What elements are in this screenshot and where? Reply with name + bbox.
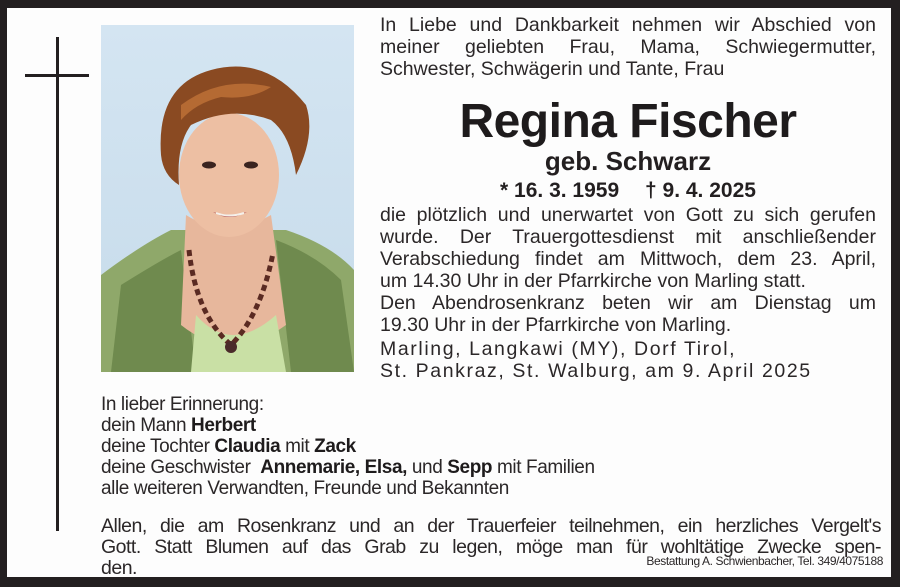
deceased-name: Regina Fischer [459, 95, 797, 148]
place-line: St. Pankraz, St. Walburg, am 9. April 2025 [380, 360, 812, 382]
portrait-photo [101, 25, 354, 372]
label: dein Mann [101, 415, 192, 436]
partner-name: Zack [314, 436, 356, 457]
undertaker-contact: Bestattung A. Schwienbacher, Tel. 349/4075188 [646, 554, 883, 568]
obituary-card [7, 8, 891, 577]
label: mit [280, 436, 315, 457]
daughter-name: Claudia [214, 436, 281, 457]
mourner-others: alle weiteren Verwandten, Freunde und Bekannten [101, 478, 509, 499]
thanks-line: den. [101, 557, 137, 579]
mourner-siblings [101, 457, 801, 478]
maiden-name: geb. Schwarz [544, 146, 712, 176]
cross-icon-horizontal [25, 74, 89, 77]
husband-name: Herbert [191, 415, 256, 436]
label: und [407, 457, 448, 478]
intro-line: meiner geliebten Frau, Mama, Schwiegermutter, [380, 36, 876, 58]
place-date [380, 338, 876, 382]
body-line: wurde. Der Trauergottesdienst mit anschließender [380, 226, 876, 248]
label: deine Tochter [101, 436, 215, 457]
service-details [380, 204, 876, 336]
thanks-line: Allen, die am Rosenkranz und an der Trauerfeier teilnehmen, ein herzliches Vergelt's [101, 515, 881, 537]
body-line: um 14.30 Uhr in der Pfarrkirche von Marling statt. [380, 270, 806, 292]
mourner-husband [101, 415, 801, 436]
sibling-names: Annemarie, Elsa, [260, 457, 407, 478]
intro-line: Schwester, Schwägerin und Tante, Frau [380, 58, 725, 80]
intro-text [380, 14, 876, 80]
body-line: die plötzlich und unerwartet von Gott zu sich gerufen [380, 204, 876, 226]
label: mit Familien [492, 457, 595, 478]
cross-icon-vertical [56, 37, 59, 531]
thanks-line: Gott. Statt Blumen auf das Grab zu legen, möge man für wohltätige Zwecke spen- [101, 536, 881, 558]
sibling-name: Sepp [447, 457, 493, 478]
body-line: Verabschiedung findet am Mittwoch, dem 23. April, [380, 248, 876, 270]
death-date: † 9. 4. 2025 [645, 179, 756, 202]
body-line: Den Abendrosenkranz beten wir am Dienstag um [380, 292, 876, 314]
mourner-daughter [101, 436, 801, 457]
mourners-list [101, 394, 801, 499]
thanks-text [101, 516, 881, 579]
label: deine Geschwister [101, 457, 261, 478]
life-dates [380, 178, 876, 204]
intro-line: In Liebe und Dankbarkeit nehmen wir Abschied von [380, 14, 876, 36]
memory-heading: In lieber Erinnerung: [101, 394, 264, 415]
body-line: 19.30 Uhr in der Pfarrkirche von Marling. [380, 314, 732, 336]
place-line: Marling, Langkawi (MY), Dorf Tirol, [380, 338, 737, 360]
birth-date: * 16. 3. 1959 [500, 179, 620, 202]
